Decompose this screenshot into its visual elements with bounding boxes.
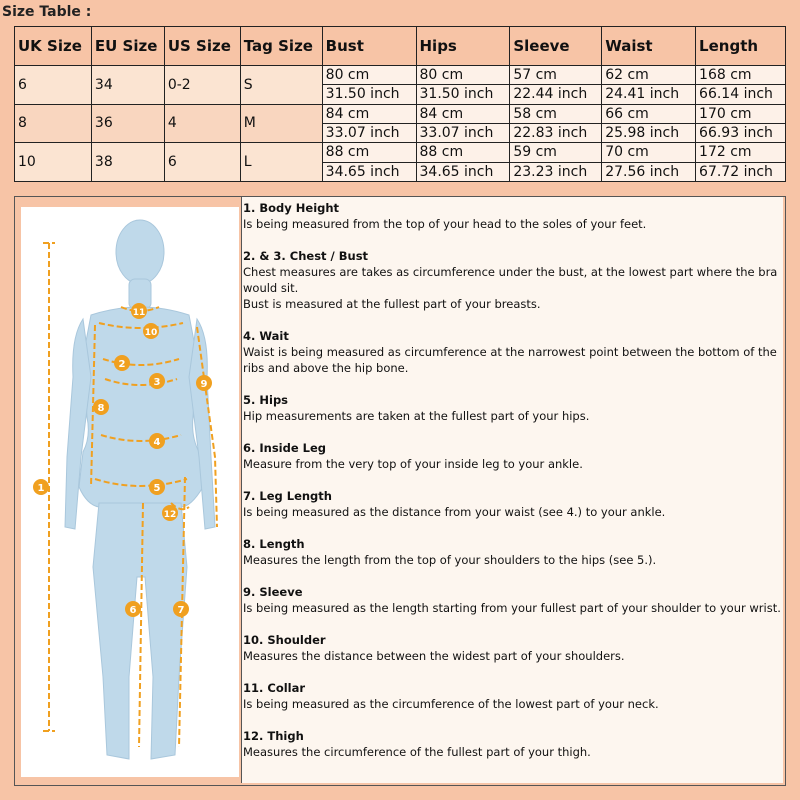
measurement-text: Measure from the very top of your inside leg to your ankle. — [243, 457, 583, 471]
hips-cm-cell: 88 cm — [416, 143, 510, 162]
waist-inch-cell: 25.98 inch — [602, 123, 696, 142]
marker-2 — [114, 355, 130, 371]
measurement-heading: 6. Inside Leg — [243, 441, 327, 455]
length-cm-cell: 172 cm — [696, 143, 786, 162]
length-cm-cell: 170 cm — [696, 104, 786, 123]
waist-cm-cell: 62 cm — [602, 66, 696, 85]
measurement-shoulder — [243, 632, 783, 664]
hips-inch-cell: 34.65 inch — [416, 162, 510, 181]
waist-cm-cell: 66 cm — [602, 104, 696, 123]
marker-11 — [131, 303, 147, 319]
marker-10 — [143, 323, 159, 339]
bust-inch-cell: 34.65 inch — [322, 162, 416, 181]
eu-size-cell: 36 — [91, 104, 164, 143]
measurement-body-height — [243, 200, 783, 232]
table-row — [15, 66, 786, 85]
marker-3 — [149, 373, 165, 389]
measurement-hips — [243, 392, 783, 424]
measurement-thigh — [243, 728, 783, 760]
measurement-heading: 11. Collar — [243, 681, 306, 695]
measurement-heading: 9. Sleeve — [243, 585, 303, 599]
measurement-sleeve — [243, 584, 783, 616]
marker-label: 11 — [132, 308, 146, 318]
measurement-waist — [243, 328, 783, 376]
measurement-heading: 2. & 3. Chest / Bust — [243, 249, 369, 263]
marker-1 — [33, 479, 49, 495]
length-cm-cell: 168 cm — [696, 66, 786, 85]
measurement-length — [243, 536, 783, 568]
measurement-heading: 12. Thigh — [243, 729, 304, 743]
sleeve-inch-cell: 22.44 inch — [510, 85, 602, 104]
bust-cm-cell: 84 cm — [322, 104, 416, 123]
marker-label: 7 — [177, 605, 185, 616]
marker-label: 12 — [163, 510, 177, 520]
marker-label: 5 — [153, 483, 161, 494]
measurement-heading: 10. Shoulder — [243, 633, 326, 647]
header-eu-size: EU Size — [91, 27, 164, 66]
marker-6 — [125, 601, 141, 617]
sleeve-inch-cell: 22.83 inch — [510, 123, 602, 142]
measurement-text: Measures the length from the top of your shoulders to the hips (see 5.). — [243, 553, 657, 567]
measurement-text: Is being measured as the length starting from your fullest part of your shoulder to your wrist. — [243, 601, 781, 615]
eu-size-cell: 34 — [91, 66, 164, 105]
us-size-cell: 6 — [164, 143, 240, 182]
us-size-cell: 0-2 — [164, 66, 240, 105]
marker-5 — [149, 479, 165, 495]
sleeve-cm-cell: 59 cm — [510, 143, 602, 162]
bust-cm-cell: 80 cm — [322, 66, 416, 85]
measurement-text: Is being measured as the circumference of the lowest part of your neck. — [243, 697, 659, 711]
measurement-descriptions — [241, 197, 783, 783]
measurement-chest-bust — [243, 248, 783, 312]
tag-size-cell: S — [240, 66, 322, 105]
bust-inch-cell: 33.07 inch — [322, 123, 416, 142]
measurement-heading: 1. Body Height — [243, 201, 340, 215]
header-length: Length — [696, 27, 786, 66]
marker-label: 3 — [153, 377, 161, 388]
bust-inch-cell: 31.50 inch — [322, 85, 416, 104]
length-inch-cell: 67.72 inch — [696, 162, 786, 181]
measurement-heading: 5. Hips — [243, 393, 289, 407]
waist-inch-cell: 27.56 inch — [602, 162, 696, 181]
measurement-text: Bust is measured at the fullest part of your breasts. — [243, 297, 541, 311]
marker-8 — [93, 399, 109, 415]
measurement-text: Chest measures are takes as circumference under the bust, at the lowest part where the bra would sit. — [243, 265, 778, 295]
uk-size-cell: 8 — [15, 104, 92, 143]
measurement-text: Is being measured as the distance from your waist (see 4.) to your ankle. — [243, 505, 666, 519]
measurement-text: Waist is being measured as circumference at the narrowest point between the bottom of the ribs and above the hip bone. — [243, 345, 777, 375]
sleeve-cm-cell: 58 cm — [510, 104, 602, 123]
measurement-heading: 4. Wait — [243, 329, 289, 343]
table-row — [15, 104, 786, 123]
measurement-text: Measures the distance between the widest part of your shoulders. — [243, 649, 625, 663]
header-waist: Waist — [602, 27, 696, 66]
hips-cm-cell: 84 cm — [416, 104, 510, 123]
marker-9 — [196, 375, 212, 391]
uk-size-cell: 10 — [15, 143, 92, 182]
measurement-inside-leg — [243, 440, 783, 472]
measurement-guide-panel — [14, 196, 786, 786]
header-tag-size: Tag Size — [240, 27, 322, 66]
hips-inch-cell: 33.07 inch — [416, 123, 510, 142]
waist-inch-cell: 24.41 inch — [602, 85, 696, 104]
measurement-collar — [243, 680, 783, 712]
page-title: Size Table : — [2, 4, 92, 20]
sleeve-inch-cell: 23.23 inch — [510, 162, 602, 181]
measurement-heading: 8. Length — [243, 537, 305, 551]
table-header-row — [15, 27, 786, 66]
bust-cm-cell: 88 cm — [322, 143, 416, 162]
sleeve-cm-cell: 57 cm — [510, 66, 602, 85]
header-bust: Bust — [322, 27, 416, 66]
marker-7 — [173, 601, 189, 617]
length-inch-cell: 66.93 inch — [696, 123, 786, 142]
marker-4 — [149, 433, 165, 449]
measurement-text: Hip measurements are taken at the fullest part of your hips. — [243, 409, 590, 423]
body-figure — [21, 207, 239, 777]
measurement-heading: 7. Leg Length — [243, 489, 332, 503]
hips-inch-cell: 31.50 inch — [416, 85, 510, 104]
header-us-size: US Size — [164, 27, 240, 66]
body-measurement-diagram — [21, 207, 239, 777]
marker-12 — [162, 505, 178, 521]
marker-label: 4 — [153, 437, 161, 448]
measurement-text: Is being measured from the top of your head to the soles of your feet. — [243, 217, 647, 231]
marker-label: 9 — [200, 379, 208, 390]
measurement-leg-length — [243, 488, 783, 520]
marker-label: 10 — [144, 328, 158, 338]
tag-size-cell: M — [240, 104, 322, 143]
us-size-cell: 4 — [164, 104, 240, 143]
header-uk-size: UK Size — [15, 27, 92, 66]
waist-cm-cell: 70 cm — [602, 143, 696, 162]
marker-label: 2 — [118, 359, 126, 370]
marker-label: 6 — [129, 605, 137, 616]
hips-cm-cell: 80 cm — [416, 66, 510, 85]
eu-size-cell: 38 — [91, 143, 164, 182]
marker-label: 1 — [37, 483, 45, 494]
table-row — [15, 143, 786, 162]
size-table — [14, 26, 786, 182]
marker-label: 8 — [97, 403, 105, 414]
measurement-text: Measures the circumference of the fullest part of your thigh. — [243, 745, 591, 759]
length-inch-cell: 66.14 inch — [696, 85, 786, 104]
uk-size-cell: 6 — [15, 66, 92, 105]
tag-size-cell: L — [240, 143, 322, 182]
header-sleeve: Sleeve — [510, 27, 602, 66]
header-hips: Hips — [416, 27, 510, 66]
